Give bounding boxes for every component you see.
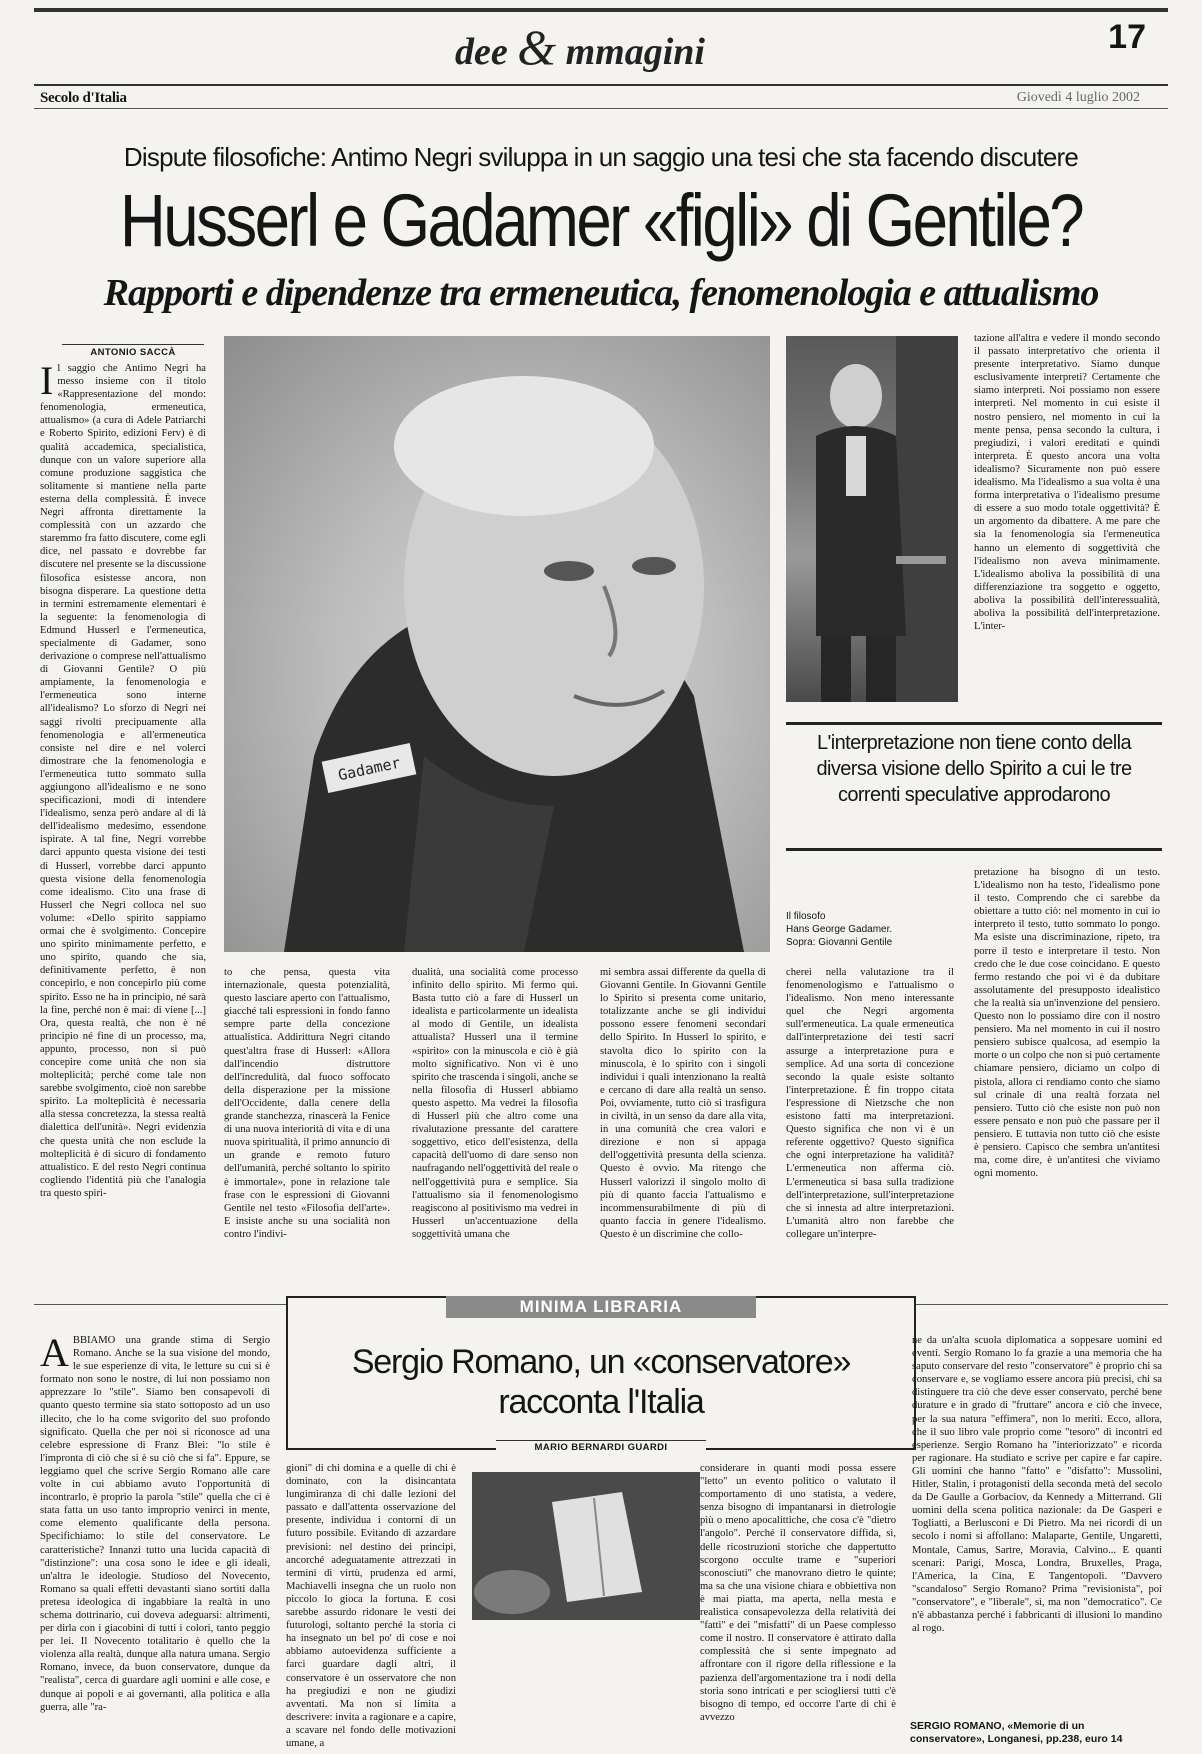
minima-byline: MARIO BERNARDI GUARDI	[496, 1440, 706, 1453]
gentile-photo	[786, 336, 958, 702]
article-column-5: cherei nella valutazione tra il fenomenologismo e l'attualismo o l'idealismo. Non meno interessante quel che Negri argomenta sull'ermeneutica. La quale ermeneutica dall'interpretazione dei testi sacri assurge a interpretazione pura e semplice. Ad una sorta di concezione secondo la quale esiste soltanto l'interpretazione. È fin troppo citata l'espressione di Nietzsche che non esistono fatti ma interpretazioni. Questo significa che non vi è un referente oggettivo? Questo significa che ogni interpretazione ha validità? L'ermeneutica non afferma ciò. L'ermeneutica si basa sulla tradizione dell'interpretazione, sull'interpretazione che si innesta ad altre interpretazioni. L'umanità altro non farebbe che collegare un'interpre-	[786, 967, 954, 1240]
minima-column-1	[40, 1330, 270, 1734]
article-column-1	[40, 358, 206, 1262]
gadamer-photo	[224, 336, 770, 952]
article-headline: Husserl e Gadamer «figli» di Gentile?	[119, 179, 1083, 262]
section-title-right: mmagini	[565, 31, 705, 73]
article-byline: ANTONIO SACCÀ	[62, 344, 204, 358]
article-kicker: Dispute filosofiche: Antimo Negri sviluppa in un saggio una tesi che sta facendo discutere	[123, 142, 1079, 172]
section-title-amp: &	[517, 19, 557, 75]
caption-line-3: Sopra: Giovanni Gentile	[786, 937, 893, 948]
minima-column-4: ne da un'alta scuola diplomatica a soppesare uomini ed eventi. Sergio Romano lo fa grazie a una memoria che ha saputo conservare del resto "conservatore" è proprio chi sa conservare e, se vogliamo essere ancora più precisi, chi sa distinguere tra ciò che deve esser conservato, perché bene durature e in grado di "fruttare" ancora e ciò che invece, per la sua natura "effimera", non lo meriti. Ecco, allora, che il suo libro vale proprio come "tesoro" di incontri ed esperienze. Sergio Romano ha "interiorizzato" e ricorda per ragionare. Ha studiato e scrive per capire e far capire. Gli uomini che hanno "fatto" e "disfatto": Mussolini, Hitler, Stalin, i protagonisti della seconda metà del secolo da De Gaulle a Gorbaciov, da Kennedy a Mitterrand. Gli uomini della scena politica nazionale: da De Gasperi e Togliatti, a Berlusconi e Di Pietro. Ma nei ricordi di un secolo i nomi si affollano: Malaparte, Gentile, Ungaretti, Montale, Camus, Sartre, Moravia, Calvino... E quanti scenari: Parigi, Mosca, Londra, Bruxelles, Praga, l'America, la Cina, E Tangentopoli. "Davvero "scandaloso" Sergio Romano? Prima "revisionista", poi "conservatore", e "liberale", sì, ma non "democratico". Ce n'è abbastanza perché i fabbricanti di illusioni lo mandino al rogo.	[912, 1335, 1162, 1635]
caption-line-1: Il filosofo	[786, 911, 826, 922]
photo-caption	[786, 910, 956, 949]
minima-title: Sergio Romano, un «conservatore» racconta l'Italia	[351, 1343, 851, 1421]
caption-line-2: Hans George Gadamer.	[786, 924, 893, 935]
minima-column-3: considerare in quanti modi possa essere "letto" un evento politico o valutato il comportamento di uno statista, a vedere, senza bisogno di impantanarsi in dietrologie più o meno apocalittiche, che cosa c'è "dietro l'angolo". Perché il conservatore diffida, sì, delle ricostruzioni storiche che dappertutto scorgono occulte trame e "superiori sconosciuti" che manovrano dietro le quinte; ma sa che una visione chiara e obbiettiva non è mai piatta, ma aperta, nella mesta e realistica consapevolezza della relatività dei "fatti" e dei "misfatti" di un Paese complesso come il nostro. Il conservatore è attirato dalla complessità che si sente impegnato ad affrontare con il rigore della riflessione e la pazienza dell'argomentazione tra i nodi della storia sono intricati e per sciogliersi tutti c'è bisogno di tempo, ed occorre l'arte di chi è avvezzo	[700, 1463, 896, 1723]
gadamer-name-badge: Gadamer	[336, 753, 402, 785]
masthead-rule	[34, 84, 1168, 86]
page-number: 17	[1108, 18, 1146, 56]
masthead-rule-lower	[34, 108, 1168, 109]
article-column-4: mi sembra assai differente da quella di Giovanni Gentile. In Giovanni Gentile lo Spirito si presenta come unitario, totalizzante anche se gli individui possono essere fenomeni secondari dello Spirito. In Husserl lo spirito, e stavolta dico lo spirito con la minuscola, è lo spirito con i singoli individui i quali intenzionano la realtà e cercano di dare alla realtà un senso. Poi, ovviamente, tutto ciò si trasfigura in civiltà, in un senso da dare alla vita, in una comunità che crea valori e direzione e non si appaga dell'oggettività presunta della scienza. Questo è ovvio. Ma ritengo che Husserl valorizzi il singolo molto di più di quanto faccia l'attualismo e incommensurabilmente di più di quanto faccia in genere l'idealismo. Questo è un discrimine che collo-	[600, 967, 766, 1240]
book-photo	[472, 1472, 700, 1620]
minima-label: MINIMA LIBRARIA	[446, 1296, 756, 1318]
gadamer-portrait-svg	[224, 336, 770, 952]
minima-column-1-text: BBIAMO una grande stima di Sergio Romano. Anche se la sua visione del mondo, le sue esperienze di vita, le letture su cui si è formato non sono le nostre, di lui non possiamo non apprezzare lo "stile". Siamo ben consapevoli di quanto questo termine sia stato sottoposto ad un uso illecito, che lo ha come svigorito del suo profondo significato. Quella che per noi si riconosce ad una celebre espressione di Franz Blei: "lo stile è l'impronta di ciò che si è su ciò che si fa". Eppure, se leggiamo quel che scrive Sergio Romano alle care volte in cui abbiamo avuto l'opportunità di incontrarlo, è proprio la parola "stile" quella che ci è stata fatta un uso tanto improprio venirci in mente, come elemento qualificante della persona. Specifichiamo: lo stile del conservatore. Le caratteristiche? Innanzi tutto una lucida capacità di "distinzione": una cosa sono le idee e gli ideali, un'altra le ideologie. Studioso del Novecento, Romano sa quali effetti devastanti siano sortiti dalla pretesa ideologica di ingabbiare la realtà in uno schema dottrinario, cui doveva adeguarsi: altrimenti, per dirla con i giacobini di tutti i colori, tanto peggio per lei. Il Novecento totalitario è quello che la violenza alla realtà, dunque alla natura umana. Sergio Romano, invece, da buon conservatore, dunque da "realista", cerca di guardare agli uomini e alle cose, e dunque ai popoli e ai governanti, alla politica e alla guerra, alle "ra-	[40, 1335, 270, 1713]
article-column-6b: pretazione ha bisogno di un testo. L'idealismo non ha testo, l'idealismo pone il testo. Comprendo che ci sarebbe da obiettare a tutto ciò: nel momento in cui io interpreto il testo, tutto sommato lo pongo. Ma esiste una discriminazione, ripeto, tra porre il testo e interpretare il testo. Non credo che le due cose coincidano. E questo fermo restando che poi vi è da dubitare assolutamente del presupposto idealistico che la realtà sia un'invenzione del pensiero. Questo non lo possiamo dire con il nostro pensiero. Ma nel momento in cui il nostro pensiero subisce qualcosa, ad esempio la morte o un colpo che non si può certamente chiamare pensiero, diciamo un colpo di pistola, allora ci rendiamo conto che siamo sul crinale di una realtà forzata nel pensiero. Tutto ciò che esiste non può non essere pensato e non può che passare per il pensiero. E tuttavia non tutto ciò che esiste è pensiero. Capisco che sembra un'antitesi ma, come dire, è un'antitesi che viviamo ogni momento.	[974, 867, 1160, 1180]
section-title	[400, 12, 760, 82]
pull-quote-rule-bottom	[786, 848, 1162, 851]
minima-dropcap: A	[40, 1330, 69, 1375]
book-info: SERGIO ROMANO, «Memorie di un conservatore», Longanesi, pp.238, euro 14	[910, 1720, 1123, 1745]
gentile-portrait-svg	[786, 336, 958, 702]
issue-date: Giovedì 4 luglio 2002	[1016, 90, 1140, 105]
section-title-left: dee	[454, 31, 508, 73]
minima-column-2: gioni" di chi domina e a quelle di chi è dominato, con la disincantata lungimiranza di chi dalle lezioni del passato e dall'attenta osservazione del presente, individua i contorni di un futuro possibile. Evitando di azzardare previsioni: nel destino dei principi, ancorché adeguatamente attrezzati in termini di virtù, prudenza ed armi, Machiavelli insegna che un ruolo non piccolo lo gioca la fortuna. E così sarebbe assurdo ridonare le vesti dei futurologi, soltanto perché la storia ci ha insegnato un bel po' di cose e noi abbiamo autoevidenza sufficiente a farci guardare dagli altri, il conservatore è un osservatore che non ha pregiudizi e non ne giudizi avventati. Ma non si limita a descrivere: invita a ragionare e a capire, a scavare nel fondo delle motivazioni umane, a	[286, 1463, 456, 1749]
book-photo-svg	[472, 1472, 700, 1620]
article-column-1-text: l saggio che Antimo Negri ha messo insieme con il titolo «Rappresentazione del mondo: fenomenologia, ermeneutica, attualismo» (a cura di Adele Patriarchi e Roberto Spirito, edizioni Ferv) è di qualità accademica, specialistica, dunque con un valore superiore alla comune produzione saggistica che solitamente si mantiene nella parte esterna della complessità. È invece Negri affronta direttamente la complessità con un azzardo che staremmo fra fatto discutere, come egli dice, nel passato e dovrebbe far discutere nel presente se la discussione filosofica esistesse ancora, non bisogna disperare. La questione detta in termini estremamente elementari è la seguente: la fenomenologia di Edmund Husserl e l'ermeneutica, specialmente di Gadamer, sono derivazione o comprese nell'attualismo di Giovanni Gentile? O più ampiamente, la fenomenologia e l'ermeneutica sono interne all'idealismo? Lo sforzo di Negri nei saggi rivolti precipuamente alla fenomenologia e all'ermeneutica consiste nel dire e nel volerci dimostrare che la fenomenologia e l'ermeneutica tutto sommato sulla aggiungono all'idealismo e ne sono specificazioni, modi di intendere l'idealismo, senza però andare al di là dell'idealismo medesimo, essendone ispirate. A tal fine, Negri vorrebbe darci appunto questa visione dei testi di Husserl, vorrebbe darci appunto questa visione della fenomenologia come idealismo. Cito una frase di Husserl che Negri colloca nel suo volume: «Dello spirito sappiamo ormai che è svolgimento. Concepire uno spirito minimamente perfetto, e uno spirito, quando che sia, definitivamente perfetto, è non concepirlo, e non concepirlo più come spirito. Esso ne ha in principio, né sarà la fine, perché non è mai: di viene [...] Ora, questa realtà, che non è né principio né fine di un processo, ma, appunto, processo, non si può concepire come unità che non sia molteplicità; perché come tale non sarebbe svolgimento, cioè non sarebbe spirito. La molteplicità è necessaria alla stessa concretezza, la stessa realtà dialettica dell'unità». Negri evidenzia che questa unità che non esclude la molteplicità è di sicuro di fondamento attualistico. E del resto Negri continua cogliendo l'identità più che l'analogia tra questo spiri-	[40, 363, 206, 1199]
article-column-2: to che pensa, questa vita internazionale, questa potenzialità, questo lasciare aperto con l'attualismo, giacché tali espressioni in fondo fanno sempre parte della concezione attualistica. Addirittura Negri citando quest'altra frase di Husserl: «Allora dall'incendio distruttore dell'incredulità, dal fuoco soffocato della disperazione per la missione dell'Occidente, dalla cenere della grande stanchezza, rinascerà la Fenice di una nuova interiorità di vita e di una nuova spiritualità, il primo annuncio di un grande e remoto futuro dell'umanità, perché soltanto lo spirito è immortale», pone in relazione tale frase con le espressioni di Giovanni Gentile nel testo «Filosofia dell'arte». E insiste anche su una socialità non contro l'indivi-	[224, 967, 390, 1240]
article-dropcap: I	[40, 358, 54, 403]
article-subhead: Rapporti e dipendenze tra ermeneutica, fenomenologia e attualismo	[103, 272, 1099, 314]
masthead: Secolo d'Italia	[40, 90, 127, 106]
article-column-3: dualità, una socialità come processo infinito dello spirito. Mi fermo qui. Basta tutto ciò a fare di Husserl un idealista e particolarmente un idealista al modo di Gentile, un idealista attualista? Husserl una il termine «spirito» con la minuscola e ciò è già molto significativo. Non vi è uno spirito che trascenda i singoli, anche se nella filosofia di Husserl abbiamo questo aspetto. Ma vedrei la filosofia di Husserl più che altro come una rivalutazione pressante del carattere soggettivo, etico dell'esistenza, della capacità dell'uomo di dare senso non naufragando nell'oggettività del reale o nell'oggettività pura e semplice. Sia l'attualismo sia il fenomenologismo reagiscono al positivismo ma vedrei in Husserl un'accentuazione della soggettività umana che	[412, 967, 578, 1240]
article-column-6a: tazione all'altra e vedere il mondo secondo il passato interpretativo che orienta il presente interpretativo. Siamo dunque esclusivamente interpreti? Certamente che siamo interpreti. Noi possiamo non essere interpreti. Nel momento in cui esiste il nostro pensiero, nel momento in cui la mente pensa, pensa secondo la cultura, i pregiudizi, i valori ereditati e quindi interpreta. È questo ancora una volta idealismo? Sicuramente non può essere idealismo. Ma l'idealismo a sua volta è una forma interpretativa o l'idealismo presume di essere a suo modo totale oggettività? È un argomento da dibattere. A me pare che sia la fenomenologia sia l'ermeneutica hanno un elemento di soggettività che l'idealismo non aveva minimamente. L'idealismo aboliva la possibilità di una differenziazione tra soggetto e oggetto, aboliva la possibilità dell'interessualità, aboliva la possibilità dell'interpretazione. L'inter-	[974, 333, 1160, 633]
pull-quote: L'interpretazione non tiene conto della diversa visione dello Spirito a cui le tre correnti speculative approdarono	[816, 732, 1132, 806]
